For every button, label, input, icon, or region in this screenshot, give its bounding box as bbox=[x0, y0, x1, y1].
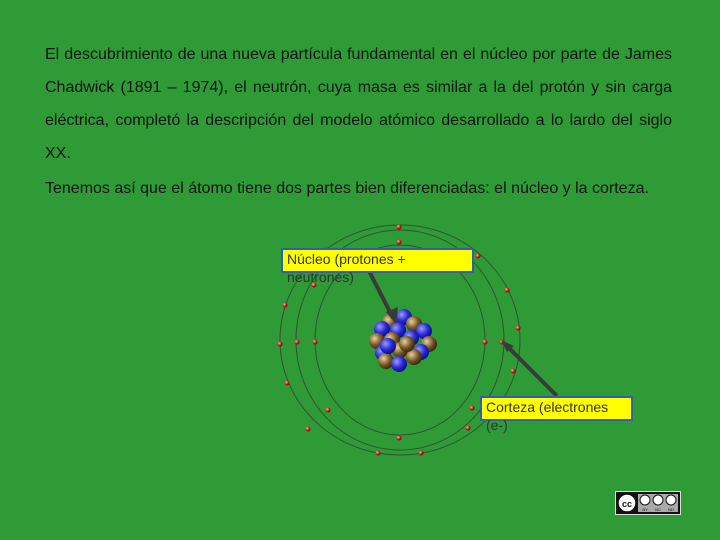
nucleus-label-line1: Núcleo (protones + bbox=[287, 251, 406, 267]
nucleus bbox=[369, 309, 437, 372]
svg-text:ND: ND bbox=[668, 507, 674, 512]
nc-icon bbox=[653, 495, 663, 505]
nd-icon bbox=[666, 495, 676, 505]
nucleus-label bbox=[281, 248, 474, 285]
paragraph-atom-parts: Tenemos así que el átomo tiene dos partes bien diferenciadas: el núcleo y la corteza. bbox=[45, 180, 649, 197]
by-icon bbox=[640, 495, 650, 505]
cortex-label bbox=[480, 396, 633, 433]
cortex-label-line2: (e-) bbox=[486, 417, 508, 433]
creative-commons-badge bbox=[615, 491, 681, 515]
svg-text:NC: NC bbox=[655, 507, 661, 512]
paragraph-chadwick: El descubrimiento de una nueva partícula fundamental en el núcleo por parte de James Chadwick (1891 – 1974), el neutrón, cuya masa es similar a la del protón y sin carga eléctrica, completó la descripción del modelo atómico desarrollado a lo lardo del siglo XX. bbox=[45, 46, 672, 162]
svg-text:BY: BY bbox=[642, 507, 648, 512]
svg-text:cc: cc bbox=[621, 499, 633, 509]
nucleus-label-line2: neutrones) bbox=[287, 269, 354, 285]
cortex-label-line1: Corteza (electrones bbox=[486, 399, 609, 415]
